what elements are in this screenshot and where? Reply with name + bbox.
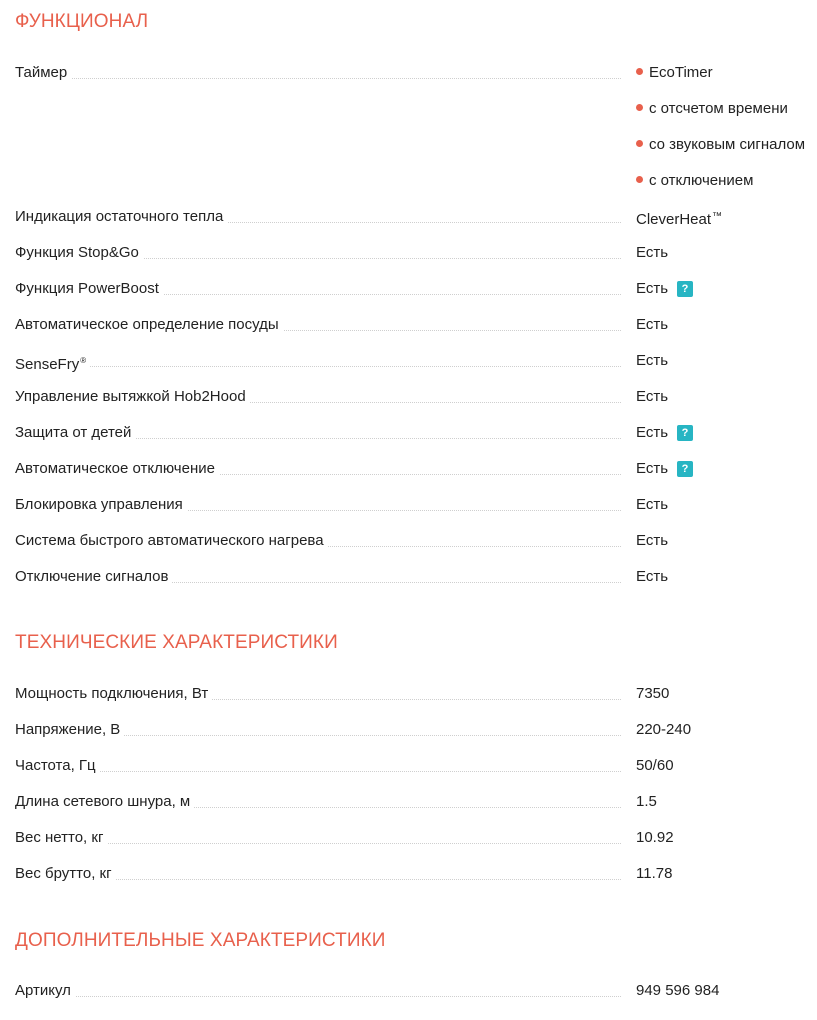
registered-mark: ® [80, 356, 87, 365]
spec-value: Есть ? [636, 279, 693, 299]
spec-value: Есть [636, 532, 669, 549]
spec-label: Вес брутто, кг [15, 864, 116, 884]
spec-label: Напряжение, В [15, 720, 124, 740]
bullet-dot-icon [636, 104, 643, 111]
spec-label: Функция PowerBoost [15, 279, 163, 299]
spec-label: Длина сетевого шнура, м [15, 792, 194, 812]
spec-row-auto-off [15, 459, 817, 479]
spec-row-sensefry [15, 351, 817, 371]
spec-row-residual-heat [15, 207, 817, 227]
spec-row-hob2hood [15, 387, 817, 407]
section-title-additional: ДОПОЛНИТЕЛЬНЫЕ ХАРАКТЕРИСТИКИ [15, 930, 386, 951]
dotted-leader [15, 366, 621, 367]
spec-label: Система быстрого автоматического нагрева [15, 531, 328, 551]
spec-value: CleverHeat™ [636, 211, 723, 228]
spec-label: Артикул [15, 981, 75, 1001]
bullet-dot-icon [636, 68, 643, 75]
help-icon[interactable]: ? [677, 425, 693, 441]
spec-value: Есть [636, 316, 669, 333]
spec-label: Вес нетто, кг [15, 828, 107, 848]
spec-label: Таймер [15, 63, 71, 83]
spec-row-gross-weight [15, 864, 817, 884]
help-icon[interactable]: ? [677, 461, 693, 477]
section-title-technical: ТЕХНИЧЕСКИЕ ХАРАКТЕРИСТИКИ [15, 632, 338, 653]
timer-option: с отсчетом времени [636, 99, 788, 119]
dotted-leader [15, 996, 621, 997]
spec-value: 220-240 [636, 721, 692, 738]
spec-value: Есть ? [636, 423, 693, 443]
spec-row-powerboost [15, 279, 817, 299]
spec-value: Есть [636, 352, 669, 369]
spec-row-power [15, 684, 817, 704]
spec-label: Автоматическое определение посуды [15, 315, 283, 335]
spec-label: Индикация остаточного тепла [15, 207, 227, 227]
bullet-dot-icon [636, 140, 643, 147]
spec-value: Есть [636, 244, 669, 261]
spec-value: 7350 [636, 685, 670, 702]
timer-option: со звуковым сигналом [636, 135, 805, 155]
spec-label: Функция Stop&Go [15, 243, 143, 263]
dotted-leader [15, 771, 621, 772]
spec-row-control-lock [15, 495, 817, 515]
spec-value: 50/60 [636, 757, 674, 774]
spec-value: 10.92 [636, 829, 674, 846]
spec-label: SenseFry® [15, 351, 90, 375]
timer-option: с отключением [636, 171, 753, 191]
spec-label: Управление вытяжкой Hob2Hood [15, 387, 250, 407]
spec-value: Есть [636, 388, 669, 405]
spec-label: Отключение сигналов [15, 567, 172, 587]
timer-option: EcoTimer [636, 63, 713, 83]
trademark-mark: ™ [712, 211, 723, 222]
spec-row-frequency [15, 756, 817, 776]
bullet-dot-icon [636, 176, 643, 183]
spec-row-net-weight [15, 828, 817, 848]
spec-row-article [15, 981, 817, 1001]
spec-label: Блокировка управления [15, 495, 187, 515]
spec-value: Есть [636, 568, 669, 585]
section-title-functional: ФУНКЦИОНАЛ [15, 11, 149, 32]
spec-row-child-lock [15, 423, 817, 443]
spec-label: Частота, Гц [15, 756, 100, 776]
spec-row-mute [15, 567, 817, 587]
spec-value: Есть [636, 496, 669, 513]
spec-row-pan-detect [15, 315, 817, 335]
spec-value: 949 596 984 [636, 982, 720, 999]
spec-label: Автоматическое отключение [15, 459, 219, 479]
spec-label: Мощность подключения, Вт [15, 684, 212, 704]
spec-row-voltage [15, 720, 817, 740]
spec-value: Есть ? [636, 459, 693, 479]
spec-value: 11.78 [636, 865, 673, 882]
spec-label: Защита от детей [15, 423, 135, 443]
spec-row-fast-heat [15, 531, 817, 551]
spec-row-cord [15, 792, 817, 812]
spec-row-stop-go [15, 243, 817, 263]
help-icon[interactable]: ? [677, 281, 693, 297]
spec-value: 1.5 [636, 793, 657, 810]
dotted-leader [15, 78, 621, 79]
